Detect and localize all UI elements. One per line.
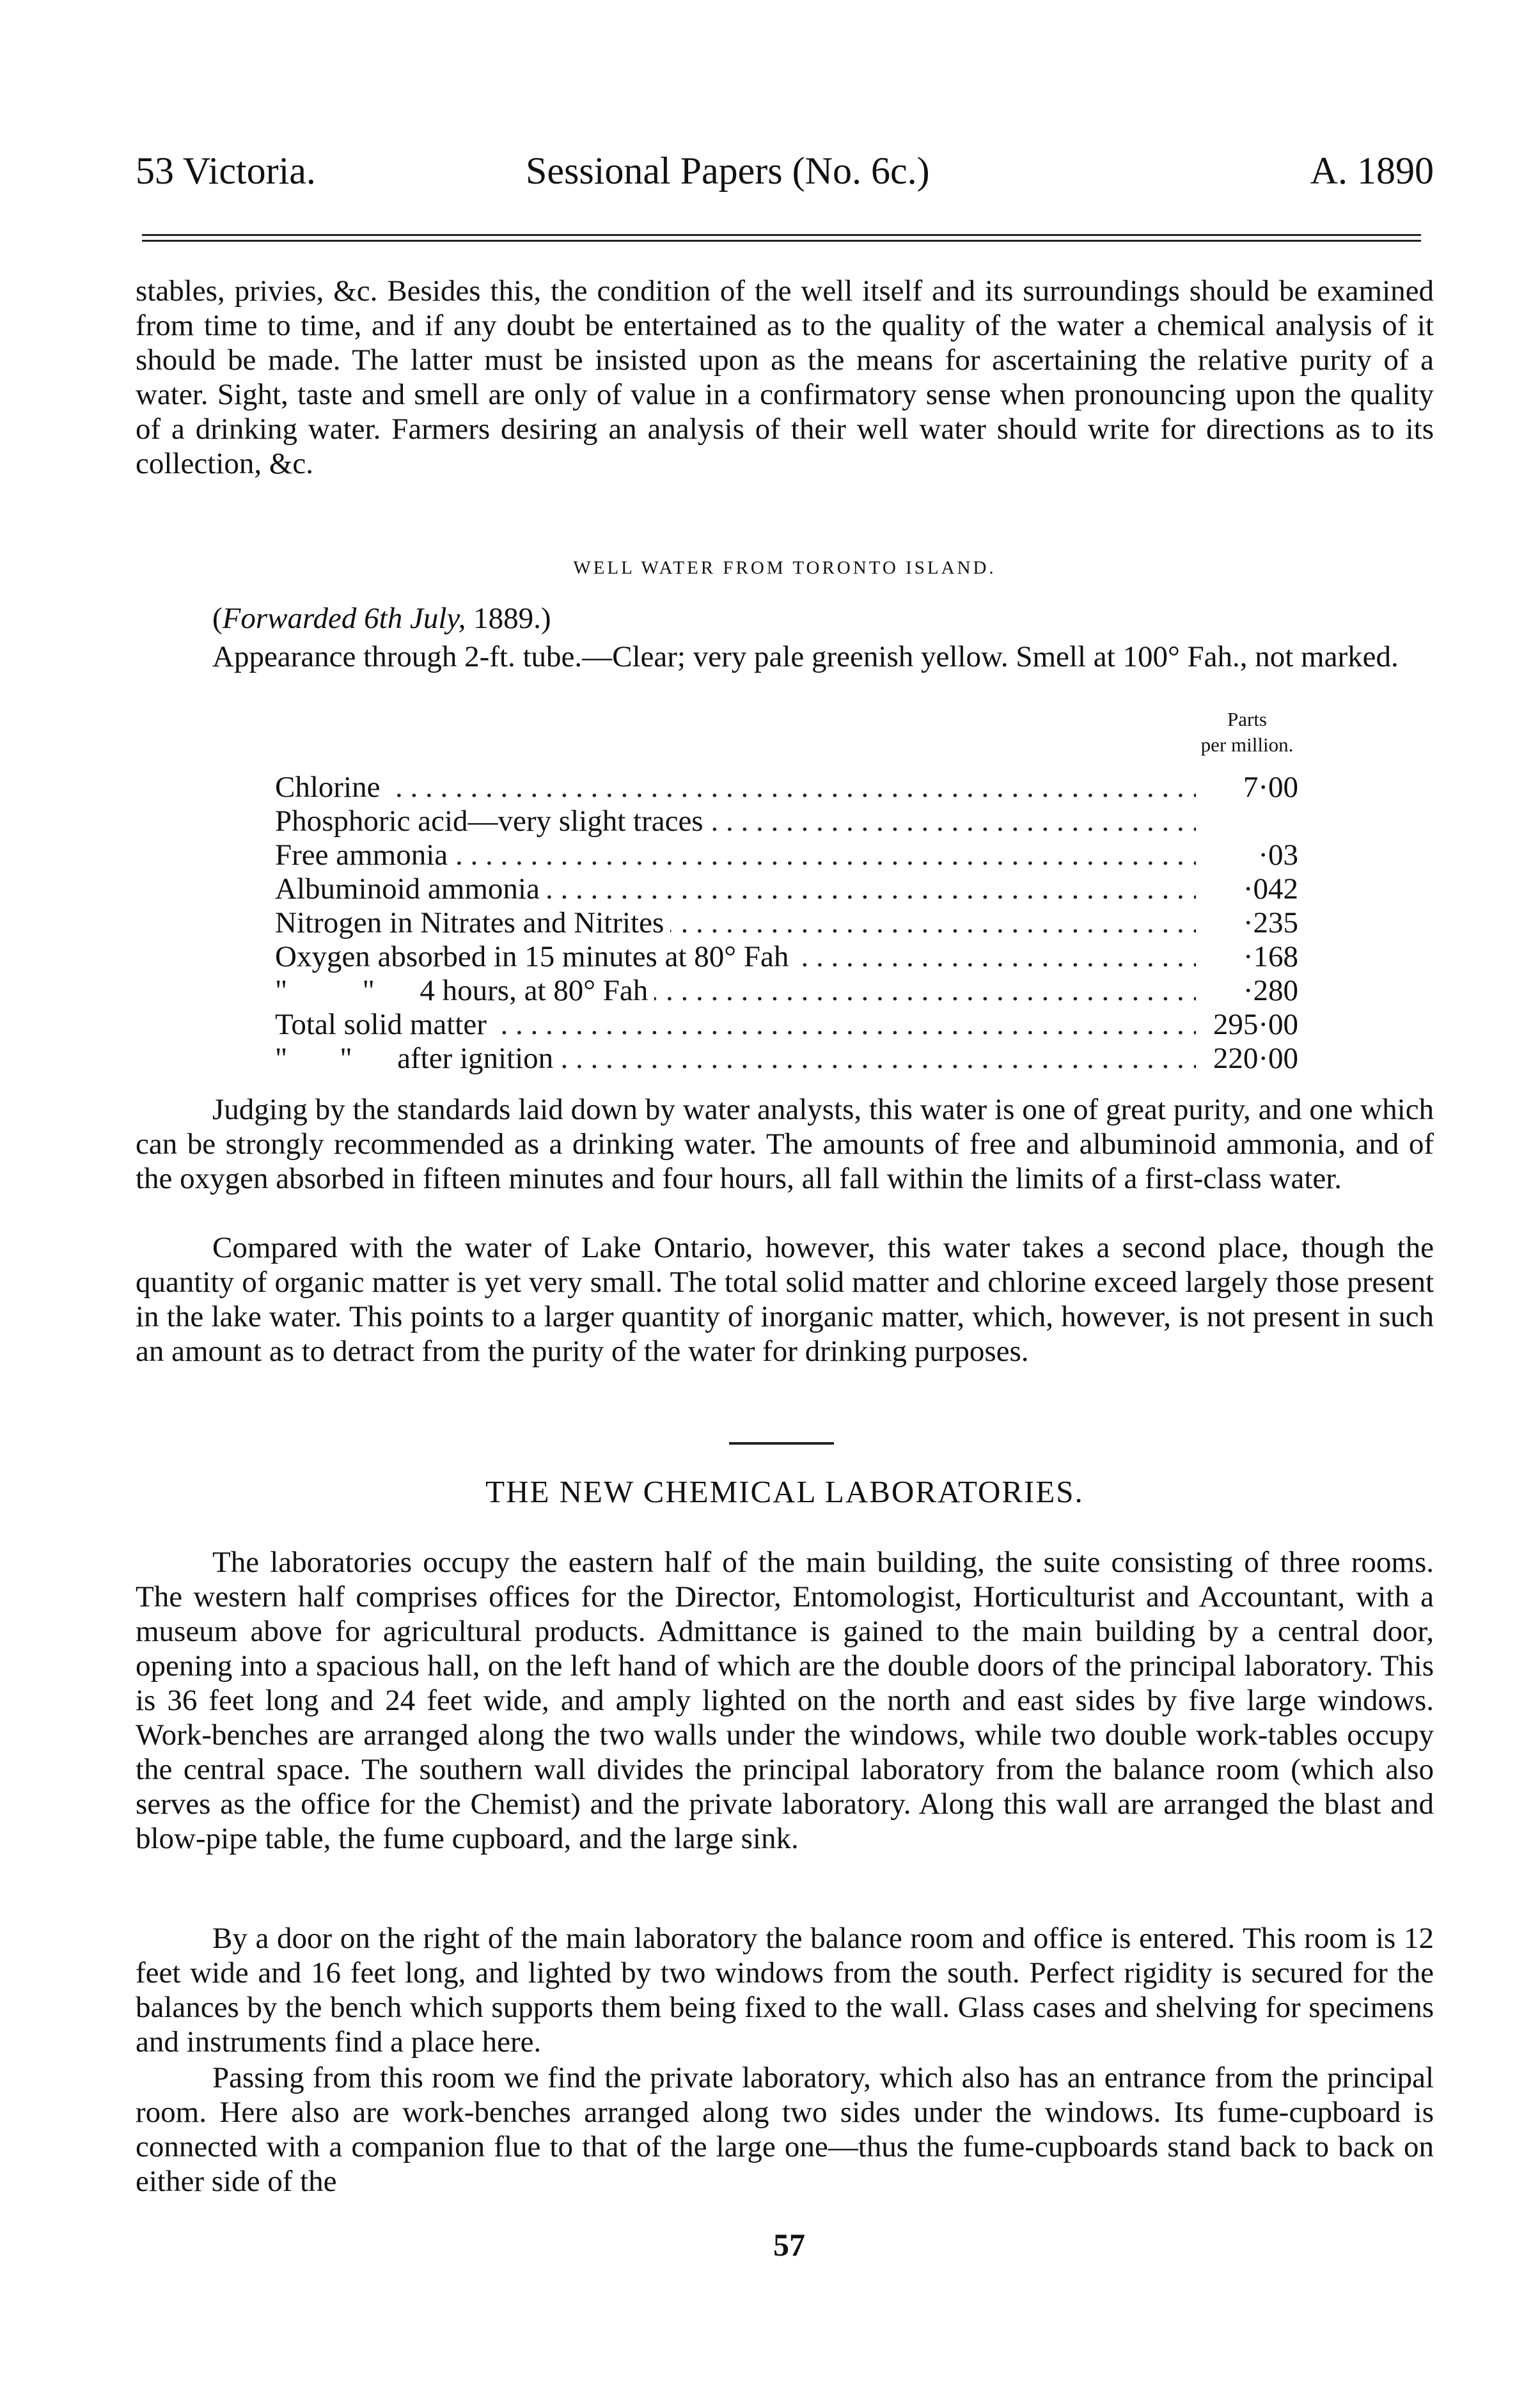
analysis-label: Oxygen absorbed in 15 minutes at 80° Fah . . . xyxy=(275,940,1196,974)
analysis-row xyxy=(275,1042,1298,1076)
judgement-paragraph: Judging by the standards laid down by water analysts, this water is one of great purity, and one which can be strongly recommended as a drinking water. The amounts of free and albuminoid ammonia, and of the oxygen absorbed in fifteen minutes and four hours, all fall within the limits of a first-class water. xyxy=(136,1093,1434,1195)
laboratories-paragraph-2: By a door on the right of the main laboratory the balance room and office is entered. This room is 12 feet wide and 16 feet long, and lighted by two windows from the south. Perfect rigidity is secured for the balances by the bench which supports them being fixed to the wall. Glass cases and shelving for specimens and instruments find a place here. xyxy=(136,1922,1434,2059)
intro-paragraph: stables, privies, &c. Besides this, the condition of the well itself and its surroundings should be examined from time to time, and if any doubt be entertained as to the quality of the water a chemical analysis of it should be made. The latter must be insisted upon as the means for ascertaining the relative purity of a water. Sight, taste and smell are only of value in a confirmatory sense when pronouncing upon the quality of a drinking water. Farmers desiring an analysis of their well water should write for directions as to its collection, &c. xyxy=(136,274,1434,480)
forwarded-line: (Forwarded 6th July, 1889.) xyxy=(212,602,551,635)
analysis-value: 220·00 xyxy=(1213,1042,1298,1075)
analysis-value: ·280 xyxy=(1243,974,1298,1007)
analysis-row xyxy=(275,838,1298,872)
parts-per-million-header xyxy=(1138,707,1356,758)
page-number: 57 xyxy=(773,2227,805,2263)
forwarded-year: 1889. xyxy=(473,602,541,635)
analysis-label: Nitrogen in Nitrates and Nitrites . . . xyxy=(275,906,1196,940)
analysis-label: Free ammonia . . . xyxy=(275,838,1196,872)
analysis-table xyxy=(275,771,1298,1076)
analysis-value: 7·00 xyxy=(1243,771,1298,804)
analysis-row xyxy=(275,805,1298,838)
comparison-paragraph: Compared with the water of Lake Ontario, however, this water takes a second place, though the quantity of organic matter is yet very small. The total solid matter and chlorine exceed largely those present in the lake water. This points to a larger quantity of inorganic matter, which, however, is not present in such an amount as to detract from the purity of the water for drinking purposes. xyxy=(136,1231,1434,1368)
laboratories-paragraph-1: The laboratories occupy the eastern half of the main building, the suite consisting of three rooms. The western half comprises offices for the Director, Entomologist, Horticulturist and Accountant, with a museum above for agricultural products. Admittance is gained to the main building by a central door, opening into a spacious hall, on the left hand of which are the double doors of the principal laboratory. This is 36 feet long and 24 feet wide, and amply lighted on the north and east sides by five large windows. Work-benches are arranged along the two walls under the windows, while two double work-tables occupy the central space. The southern wall divides the principal laboratory from the balance room (which also serves as the office for the Chemist) and the private laboratory. Along this wall are arranged the blast and blow-pipe table, the fume cupboard, and the large sink. xyxy=(136,1546,1434,1855)
analysis-value: ·03 xyxy=(1258,838,1298,872)
analysis-row xyxy=(275,906,1298,940)
analysis-label: " " 4 hours, at 80° Fah . . . xyxy=(275,974,1196,1008)
rule-line xyxy=(142,240,1421,242)
header-double-rule xyxy=(142,234,1421,243)
section-title: THE NEW CHEMICAL LABORATORIES. xyxy=(485,1474,1084,1509)
analysis-label: Total solid matter . . . xyxy=(275,1008,1196,1042)
header-year: A. 1890 xyxy=(1310,150,1434,192)
per-million-label: per million. xyxy=(1200,734,1294,756)
analysis-value: ·235 xyxy=(1243,906,1298,939)
header-title: Sessional Papers (No. 6c.) xyxy=(526,150,930,192)
laboratories-paragraph-3: Passing from this room we find the private laboratory, which also has an entrance from the principal room. Here also are work-benches arranged along two sides under the windows. Its fume-cupboard is connected with a companion flue to that of the large one—thus the fume-cupboards stand back to back on either side of the xyxy=(136,2061,1434,2198)
analysis-row xyxy=(275,940,1298,974)
well-water-heading: WELL WATER FROM TORONTO ISLAND. xyxy=(573,558,996,578)
rule-line xyxy=(142,234,1421,236)
header-session: 53 Victoria. xyxy=(136,150,316,192)
analysis-label: Albuminoid ammonia . . . xyxy=(275,872,1196,906)
parts-label: Parts xyxy=(1227,708,1267,730)
analysis-label: " " after ignition . . . xyxy=(275,1042,1196,1076)
analysis-row xyxy=(275,771,1298,805)
appearance-paragraph: Appearance through 2-ft. tube.—Clear; very pale greenish yellow. Smell at 100° Fah., not marked. xyxy=(212,640,1399,673)
analysis-label: Chlorine . . . xyxy=(275,771,1196,805)
analysis-value: ·168 xyxy=(1243,940,1298,973)
analysis-row xyxy=(275,974,1298,1008)
analysis-value: ·042 xyxy=(1243,872,1298,906)
analysis-value: 295·00 xyxy=(1213,1008,1298,1041)
analysis-label: Phosphoric acid—very slight traces . . . xyxy=(275,805,1196,838)
analysis-row xyxy=(275,872,1298,906)
analysis-row xyxy=(275,1008,1298,1042)
running-head xyxy=(136,142,1434,200)
section-divider xyxy=(729,1442,834,1445)
forwarded-label: Forwarded 6th July, xyxy=(222,602,466,635)
